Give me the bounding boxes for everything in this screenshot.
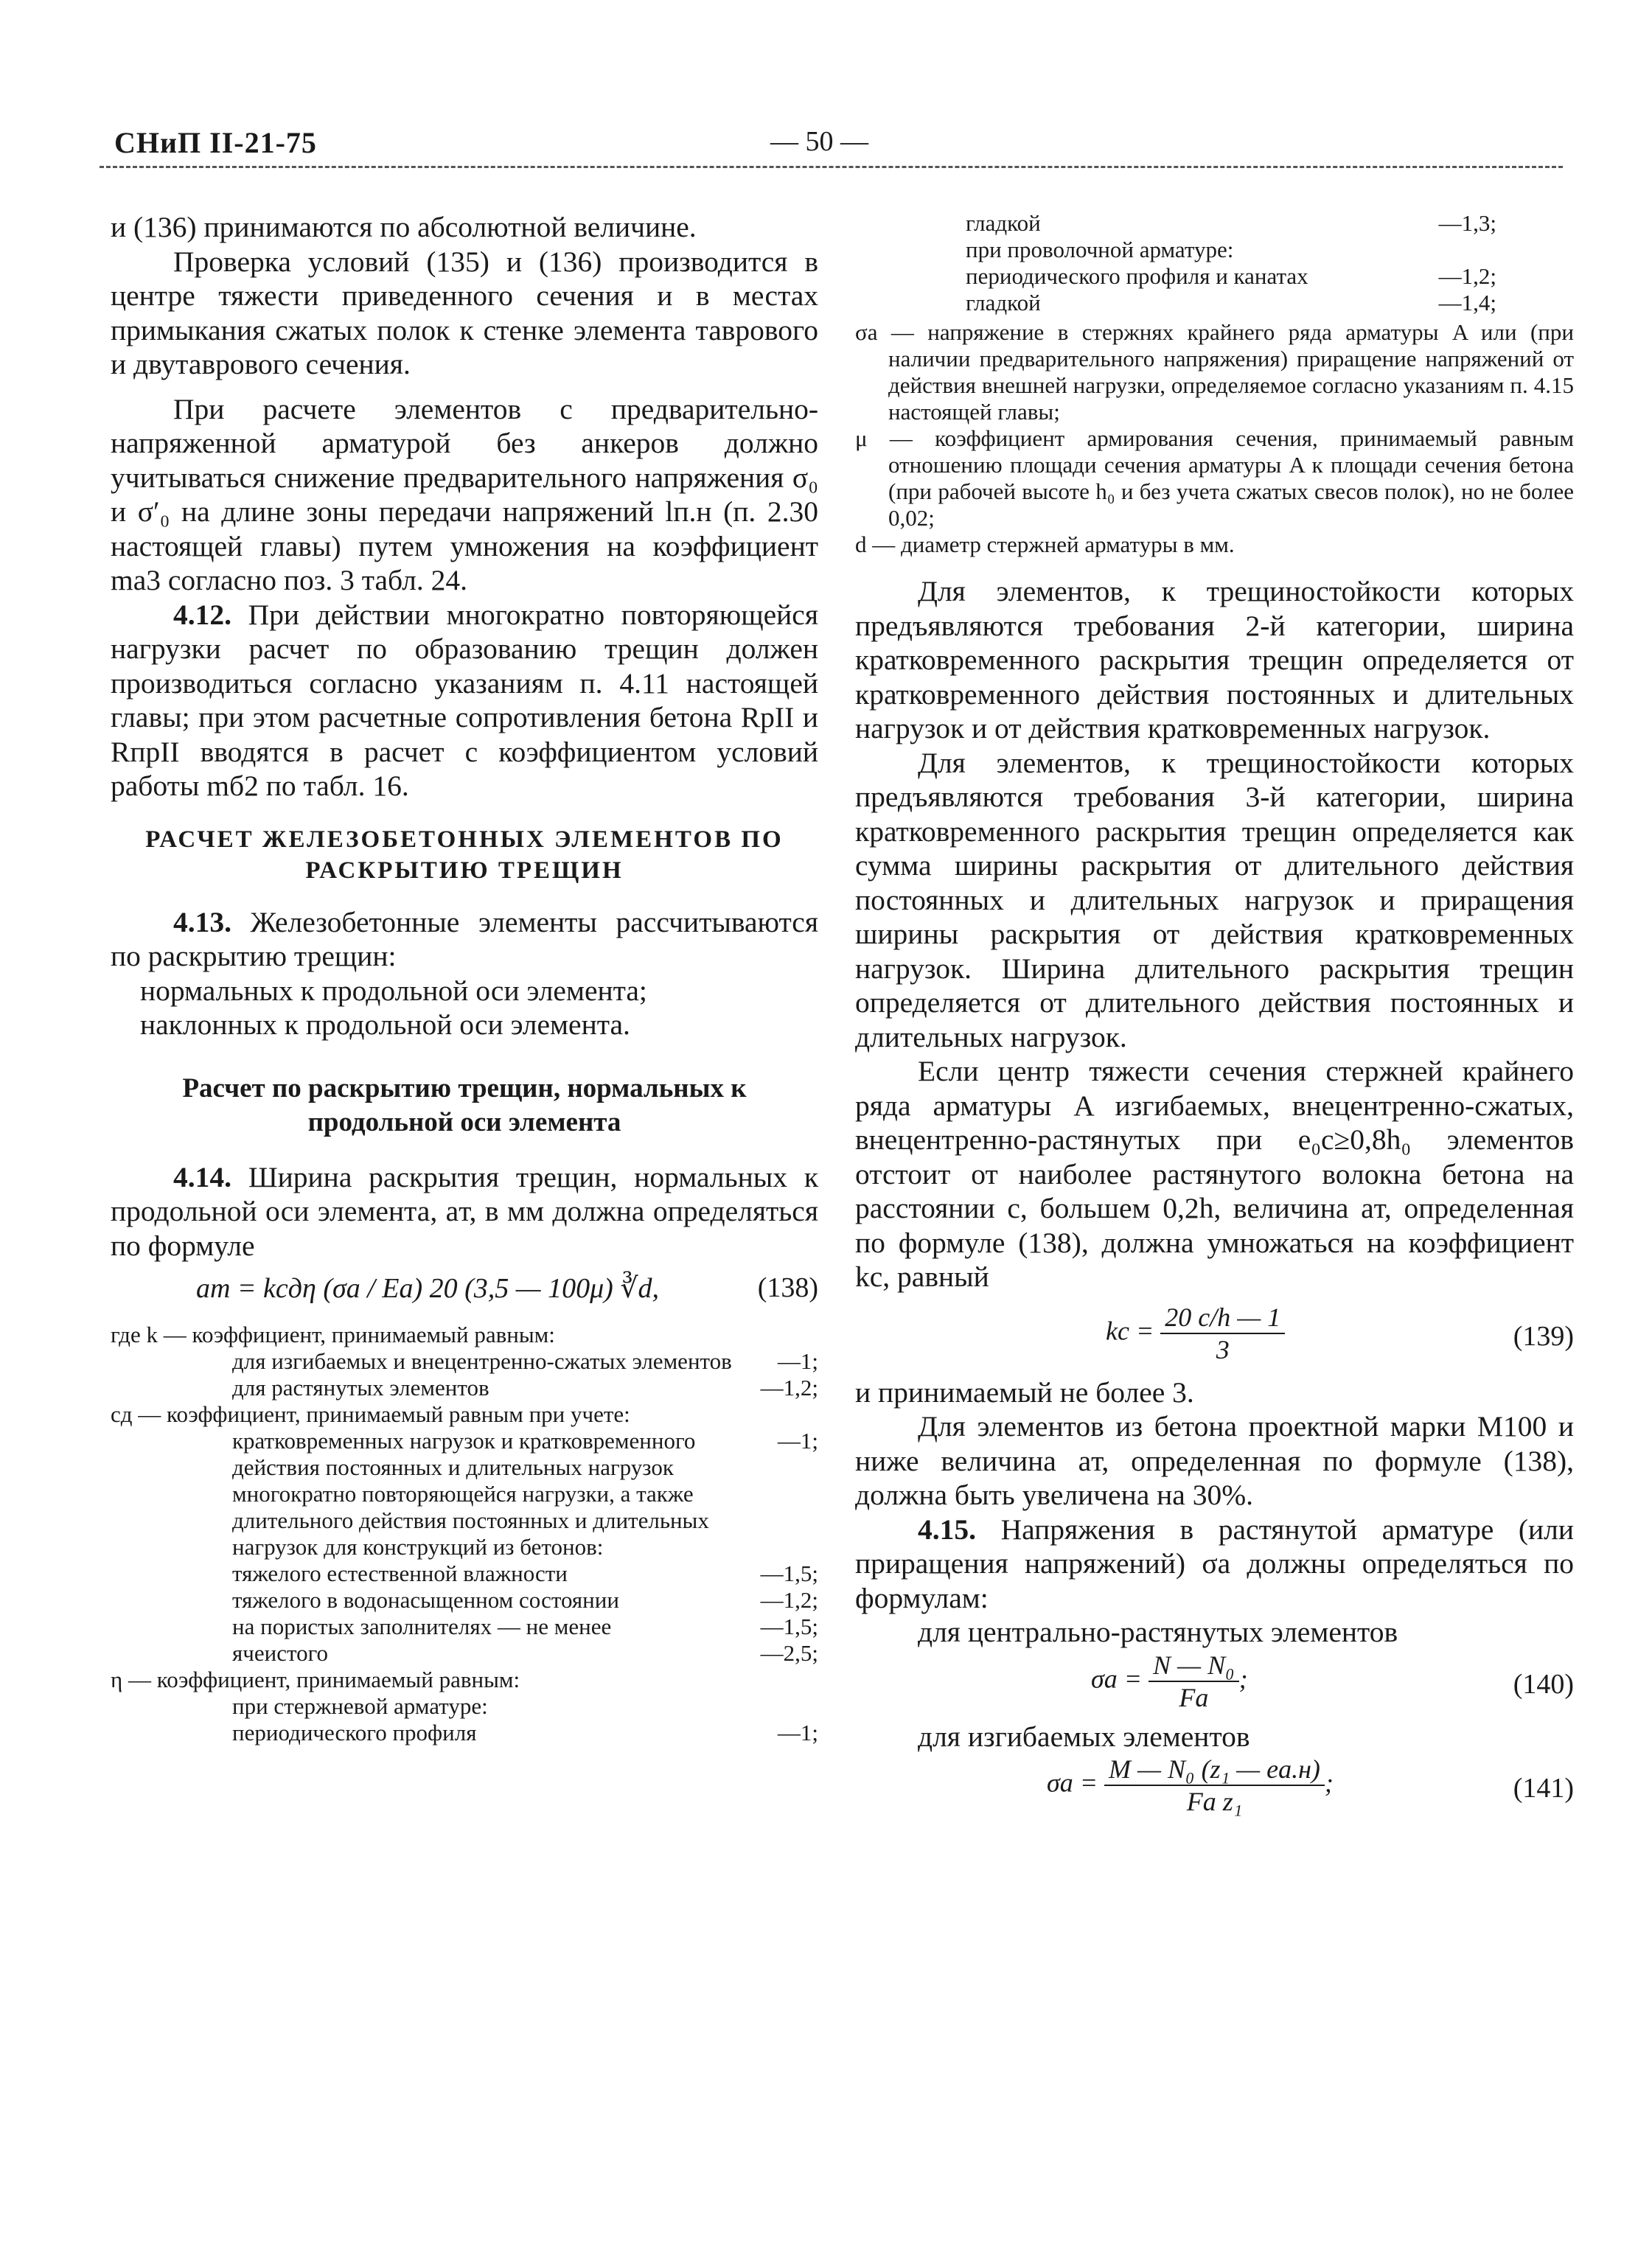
section-text: Ширина раскрытия трещин, нормальных к продольной оси элемента, aт, в мм должна определяться по формуле [111, 1160, 819, 1262]
section-4-15 [855, 1513, 1574, 1616]
page-number: — 50 — [770, 126, 868, 157]
section-text: Напряжения в растянутой арматуре (или приращения напряжений) σa должны определяться по формулам: [855, 1513, 1575, 1614]
definition-value [737, 1693, 818, 1720]
definition-text: тяжелого естественной влажности [232, 1560, 568, 1586]
definition-row [111, 1720, 818, 1746]
section-number: 4.14. [173, 1160, 231, 1193]
fraction [1160, 1302, 1285, 1365]
right-column [855, 210, 1574, 1827]
definition-row [111, 1428, 818, 1481]
definition-value [737, 1401, 818, 1428]
formula-body [1106, 1302, 1285, 1365]
definition-value: —1,5; [760, 1614, 818, 1639]
formula-lhs: kc = [1106, 1315, 1154, 1345]
definition-row [111, 1614, 818, 1640]
left-column [111, 210, 818, 1746]
definition-text: периодического профиля [232, 1720, 477, 1745]
definition-value: —1,3; [1438, 210, 1496, 236]
definition-value: —1,2; [760, 1587, 818, 1613]
formula-141 [855, 1754, 1574, 1827]
definition-text: cд — коэффициент, принимаемый равным при учете: [111, 1401, 630, 1427]
definition-row [111, 1375, 818, 1401]
fraction-denominator: 3 [1216, 1334, 1230, 1364]
section-heading: РАСЧЕТ ЖЕЛЕЗОБЕТОННЫХ ЭЛЕМЕНТОВ ПО РАСКРЫТИЮ ТРЕЩИН [145, 826, 784, 884]
definition-text: для растянутых элементов [232, 1375, 489, 1401]
definition-sigma: σa — напряжение в стержнях крайнего ряда арматуры A или (при наличии предварительного напряжения) приращение напряжений от действия внешней нагрузки, определяемое согласно указаниям п. 4.15 настоящей главы; [855, 319, 1574, 425]
formula-body [1047, 1754, 1334, 1817]
paragraph: Для элементов, к трещиностойкости которых предъявляются требования 2-й категории, ширина кратковременного раскрытия трещин определяется от кратковременного действия постоянных и длительных нагрузок и от действия кратковременных нагрузок. [855, 575, 1574, 744]
paragraph: для изгибаемых элементов [918, 1720, 1250, 1753]
definition-text: тяжелого в водонасыщенном состоянии [232, 1587, 619, 1613]
formula-tail: ; [1324, 1768, 1334, 1798]
fraction-denominator: Fa [1179, 1682, 1209, 1712]
formula-body: aт = kcдη (σa / Ea) 20 (3,5 — 100μ) ∛d, [195, 1273, 660, 1304]
definition-d: d — диаметр стержней арматуры в мм. [855, 531, 1235, 557]
section-4-14 [111, 1160, 818, 1263]
definition-text: периодического профиля и канатах [966, 263, 1308, 289]
formula-140 [855, 1650, 1574, 1720]
formula-lhs: σa = [1091, 1663, 1143, 1693]
formula-lhs: σa = [1047, 1768, 1098, 1798]
definition-row [111, 1322, 818, 1348]
definition-text: для изгибаемых и внецентренно-сжатых элементов [232, 1348, 732, 1374]
definition-value: —1; [777, 1428, 818, 1454]
paragraph: для центрально-растянутых элементов [918, 1616, 1398, 1648]
definition-row [111, 1560, 818, 1587]
definition-row [111, 1481, 818, 1560]
definition-row [966, 210, 1496, 237]
list-item: наклонных к продольной оси элемента. [140, 1008, 630, 1041]
formula-number: (140) [1513, 1668, 1574, 1700]
section-4-13 [111, 905, 818, 974]
definition-value: —2,5; [760, 1640, 818, 1666]
definition-row [111, 1587, 818, 1614]
formula-number: (141) [1513, 1773, 1574, 1804]
definition-value: —1,2; [760, 1375, 818, 1401]
paragraph: При расчете элементов с предварительно-напряженной арматурой без анкеров должно учитываться снижение предварительного напряжения σ₀ и σ′₀ на длине зоны передачи напряжений lп.н (п. 2.30 настоящей главы) путем умножения на коэффициент mа3 согласно поз. 3 табл. 24. [111, 392, 818, 596]
fraction [1104, 1754, 1325, 1817]
definition-value [737, 1322, 818, 1348]
definition-row [111, 1667, 818, 1693]
list-item: нормальных к продольной оси элемента; [140, 974, 647, 1007]
fraction [1149, 1650, 1239, 1713]
definition-value: —1; [777, 1348, 818, 1374]
fraction-denominator: Fa z₁ [1186, 1787, 1243, 1816]
paragraph: Для элементов из бетона проектной марки M100 и ниже величина aт, определенная по формуле (138), должна быть увеличена на 30%. [855, 1410, 1574, 1511]
definition-row [966, 290, 1496, 316]
definition-text: η — коэффициент, принимаемый равным: [111, 1667, 520, 1692]
definition-text: гладкой [966, 210, 1041, 236]
definition-row [111, 1640, 818, 1667]
definition-list [855, 210, 1496, 316]
section-text: Железобетонные элементы рассчитываются по раскрытию трещин: [111, 905, 818, 972]
definition-row [966, 263, 1496, 290]
section-4-12 [111, 598, 818, 803]
definition-value: —1,4; [1438, 290, 1496, 315]
definition-value [737, 1667, 818, 1693]
formula-body [1091, 1650, 1248, 1713]
definition-value [737, 1481, 818, 1560]
paragraph: Проверка условий (135) и (136) производится в центре тяжести приведенного сечения и в местах примыкания сжатых полок к стенке элемента таврового и двутаврового сечения. [111, 245, 818, 380]
section-number: 4.12. [173, 598, 231, 631]
fraction-numerator: M — N₀ (z₁ — eа.н) [1104, 1754, 1325, 1786]
definition-row [111, 1693, 818, 1720]
section-number: 4.15. [918, 1513, 976, 1546]
formula-number: (138) [757, 1272, 818, 1303]
definition-text: гладкой [966, 290, 1041, 315]
paragraph: Если центр тяжести сечения стержней крайнего ряда арматуры A изгибаемых, внецентренно-сжатых, внецентренно-растянутых при e₀c≥0,8h₀ элементов отстоит от наиболее растянутого волокна бетона на расстоянии c, большем 0,2h, величина aт, определенная по формуле (138), должна умножаться на коэффициент kc, равный [855, 1055, 1574, 1293]
definition-text: многократно повторяющейся нагрузки, а также длительного действия постоянных и длительных нагрузок для конструкций из бетонов: [232, 1481, 709, 1560]
definition-row [111, 1348, 818, 1375]
formula-138 [111, 1263, 818, 1322]
definition-row [966, 237, 1496, 263]
subsection-heading: Расчет по раскрытию трещин, нормальных к продольной оси элемента [182, 1073, 747, 1137]
definition-text: при проволочной арматуре: [966, 237, 1234, 262]
section-text: При действии многократно повторяющейся нагрузки расчет по образованию трещин должен производиться согласно указаниям п. 4.11 настоящей главы; при этом расчетные сопротивления бетона RрII и RпрII вводятся в расчет с коэффициентом условий работы mб2 по табл. 16. [111, 598, 818, 802]
definition-text: кратковременных нагрузок и кратковременного действия постоянных и длительных нагрузок [232, 1428, 696, 1480]
formula-number: (139) [1513, 1320, 1574, 1352]
definition-list [111, 1322, 818, 1746]
definition-text: при стержневой арматуре: [232, 1693, 488, 1719]
paragraph: и принимаемый не более 3. [855, 1375, 1194, 1409]
page-header [100, 125, 1563, 170]
definition-value [1415, 237, 1496, 263]
definition-text: где k — коэффициент, принимаемый равным: [111, 1322, 555, 1347]
document-code: СНиП II-21-75 [114, 126, 317, 159]
definition-text: ячеистого [232, 1640, 329, 1666]
formula-139 [855, 1294, 1574, 1375]
fraction-numerator: 20 c/h — 1 [1160, 1302, 1285, 1334]
fraction-numerator: N — N₀ [1149, 1650, 1239, 1682]
definition-row [111, 1401, 818, 1428]
definition-value: —1,2; [1438, 263, 1496, 289]
header-rule [100, 166, 1563, 168]
definition-text: на пористых заполнителях — не менее [232, 1614, 612, 1639]
definition-mu: μ — коэффициент армирования сечения, принимаемый равным отношению площади сечения арматуры A к площади сечения бетона (при рабочей высоте h₀ и без учета сжатых свесов полок), но не более 0,02; [855, 425, 1574, 531]
definition-value: —1,5; [760, 1560, 818, 1586]
section-number: 4.13. [173, 905, 231, 938]
formula-tail: ; [1238, 1663, 1248, 1693]
paragraph: и (136) принимаются по абсолютной величине. [111, 211, 697, 243]
definition-value: —1; [777, 1720, 818, 1745]
paragraph: Для элементов, к трещиностойкости которых предъявляются требования 3-й категории, ширина кратковременного раскрытия трещин определяется как сумма ширины раскрытия от длительного действия постоянных и длительных нагрузок и приращения ширины раскрытия от действия кратковременных нагрузок. Ширина длительного раскрытия трещин определяется от длительного действия постоянных и длительных нагрузок. [855, 746, 1574, 1053]
